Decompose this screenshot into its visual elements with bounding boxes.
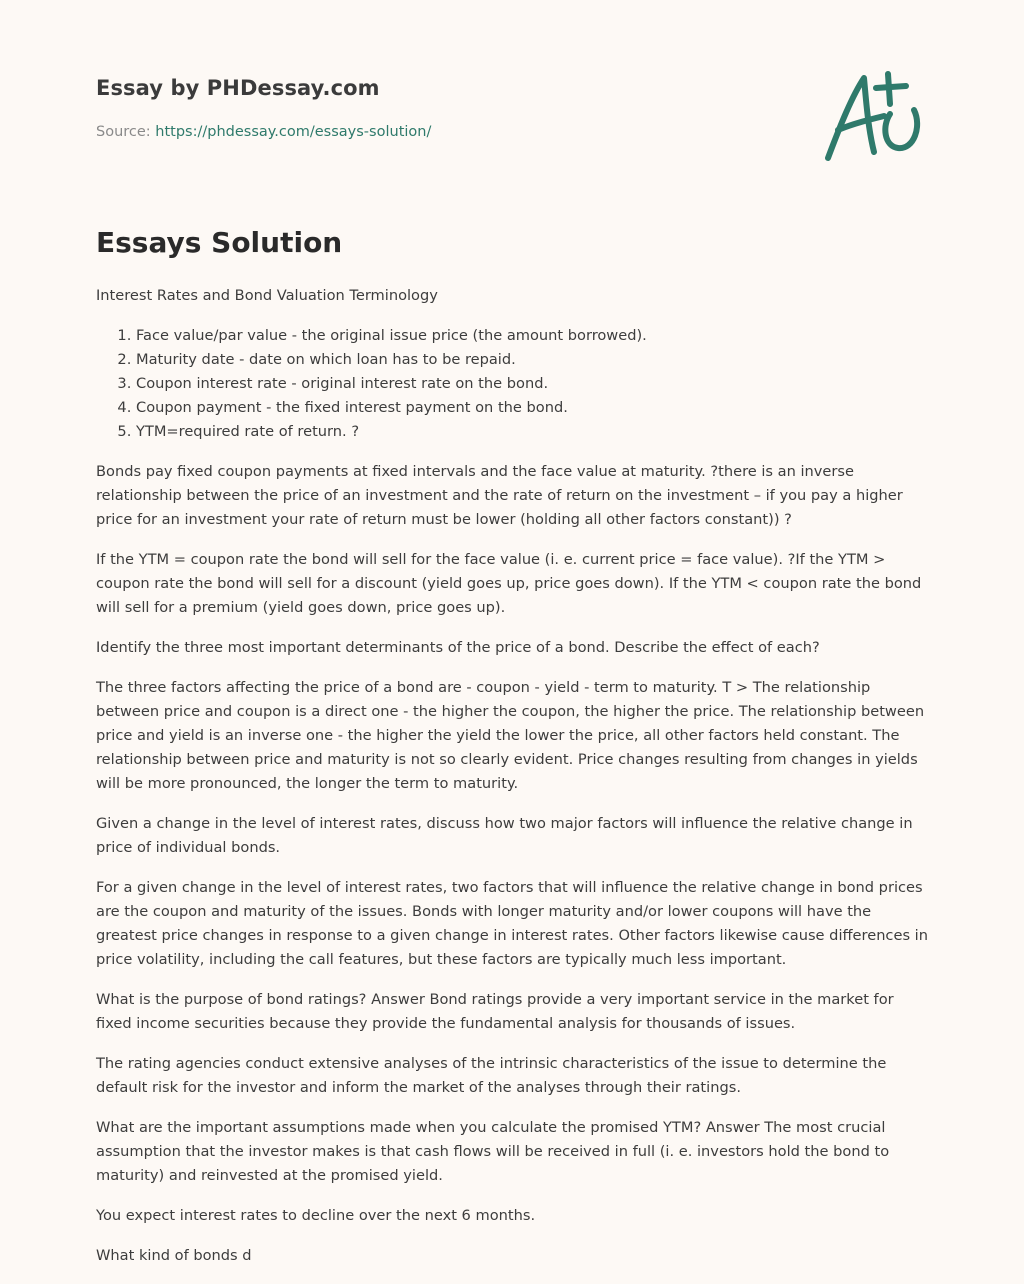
paragraph: You expect interest rates to decline over the next 6 months. — [96, 1207, 536, 1224]
paragraph-truncated: What kind of bonds d — [96, 1247, 252, 1264]
list-item: 1. Face value/par value - the original issue price (the amount borrowed). — [136, 324, 930, 348]
site-brand: Essay by PHDessay.com — [96, 76, 380, 100]
list-item: 2. Maturity date - date on which loan has to be repaid. — [136, 348, 930, 372]
source-line — [96, 124, 431, 140]
article-body — [96, 284, 930, 1284]
paragraph: Identify the three most important determinants of the price of a bond. Describe the effect of each? — [96, 639, 820, 656]
paragraph: The three factors affecting the price of a bond are - coupon - yield - term to maturity. T > The relationship between price and coupon is a direct one - the higher the coupon, the higher the price. The relationship between price and yield is an inverse one - the higher the yield the lower the price, all other factors held constant. The relationship between price and maturity is not so clearly evident. Price changes resulting from changes in yields will be more pronounced, the longer the term to maturity. — [96, 679, 925, 792]
paragraph: What are the important assumptions made when you calculate the promised YTM? Answer The most crucial assumption that the investor makes is that cash flows will be received in full (i. e. investors hold the bond to maturity) and reinvested at the promised yield. — [96, 1119, 890, 1184]
a-plus-logo-icon — [818, 66, 928, 166]
paragraph: The rating agencies conduct extensive analyses of the intrinsic characteristics of the issue to determine the default risk for the investor and inform the market of the analyses through their ratings. — [96, 1055, 887, 1096]
list-item: 3. Coupon interest rate - original interest rate on the bond. — [136, 372, 930, 396]
source-link[interactable]: https://phdessay.com/essays-solution/ — [155, 124, 432, 140]
page-title: Essays Solution — [96, 226, 343, 259]
terminology-list — [96, 324, 930, 444]
paragraph: For a given change in the level of interest rates, two factors that will influence the relative change in bond prices are the coupon and maturity of the issues. Bonds with longer maturity and/or lower coupons will have the greatest price changes in response to a given change in interest rates. Other factors likewise cause differences in price volatility, including the call features, but these factors are typically much less important. — [96, 879, 928, 968]
paragraph: What is the purpose of bond ratings? Answer Bond ratings provide a very important service in the market for fixed income securities because they provide the fundamental analysis for thousands of issues. — [96, 991, 894, 1032]
list-item: 4. Coupon payment - the fixed interest payment on the bond. — [136, 396, 930, 420]
paragraph: If the YTM = coupon rate the bond will sell for the face value (i. e. current price = face value). ?If the YTM > coupon rate the bond will sell for a discount (yield goes up, price goes down). If the YTM < coupon rate the bond will sell for a premium (yield goes down, price goes up). — [96, 551, 922, 616]
list-item: 5. YTM=required rate of return. ? — [136, 420, 930, 444]
intro-paragraph: Interest Rates and Bond Valuation Terminology — [96, 287, 438, 304]
paragraph: Given a change in the level of interest rates, discuss how two major factors will influence the relative change in price of individual bonds. — [96, 815, 913, 856]
source-label: Source: — [96, 124, 156, 140]
paragraph: Bonds pay fixed coupon payments at fixed intervals and the face value at maturity. ?there is an inverse relationship between the price of an investment and the rate of return on the investment – if you pay a higher price for an investment your rate of return must be lower (holding all other factors constant)) ? — [96, 463, 903, 528]
